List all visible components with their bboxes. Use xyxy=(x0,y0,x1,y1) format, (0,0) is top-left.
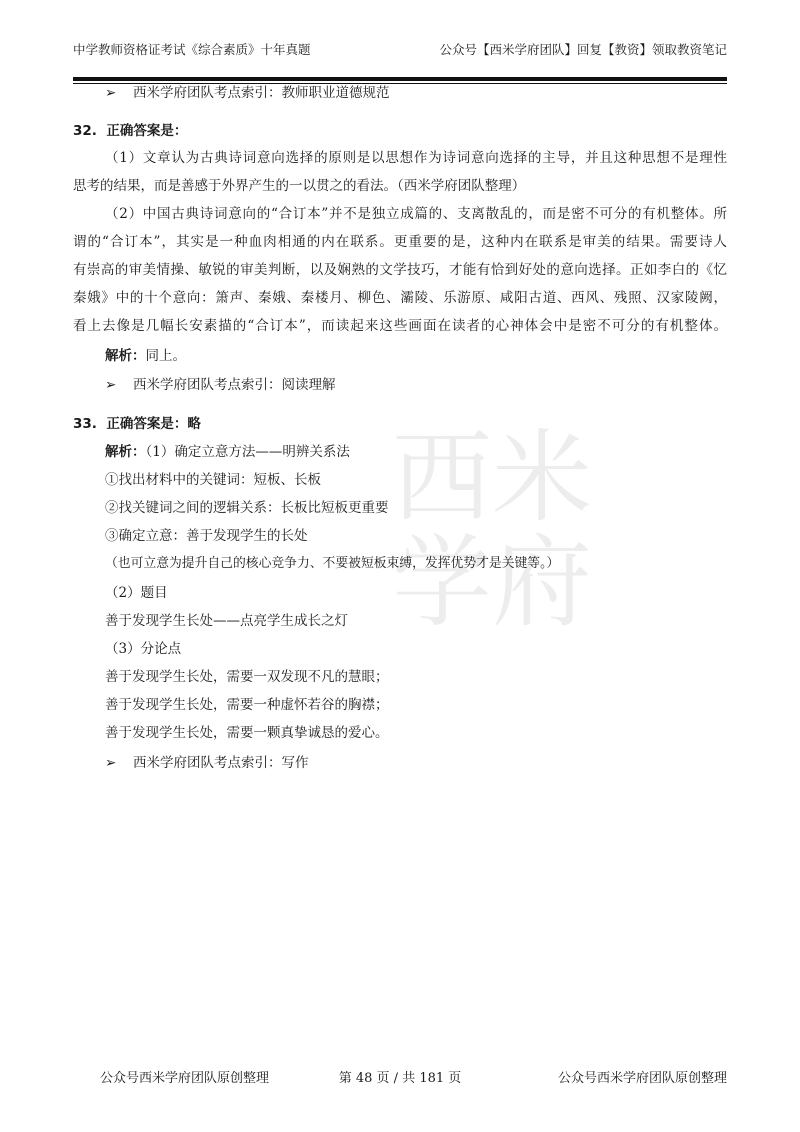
q33-line: 善于发现学生长处，需要一双发现不凡的慧眼； xyxy=(105,669,389,685)
watermark-char: 学 xyxy=(392,524,492,641)
watermark-char: 府 xyxy=(492,524,592,641)
header-left: 中学教师资格证考试《综合素质》十年真题 xyxy=(73,42,311,57)
q33-line xyxy=(105,443,350,461)
arrow-bullet-icon: ➢ xyxy=(105,755,117,771)
question-number: 32. xyxy=(73,123,97,139)
q32-p2-line: （2）中国古典诗词意向的“合订本”并不是独立成篇的、支离散乱的，而是密不可分的有机整体。所 xyxy=(105,206,727,222)
footer-left: 公众号西米学府团队原创整理 xyxy=(100,1071,270,1086)
analysis-label: 解析： xyxy=(105,348,146,364)
question-title: 正确答案是： xyxy=(106,123,188,139)
arrow-bullet-icon: ➢ xyxy=(105,85,117,101)
q32-p2-line: 秦娥》中的十个意向：箫声、秦娥、秦楼月、柳色、灞陵、乐游原、咸阳古道、西风、残照、汉家陵阙， xyxy=(73,290,727,306)
index-text: 西米学府团队考点索引：教师职业道德规范 xyxy=(133,85,390,101)
index-line xyxy=(105,754,309,772)
q33-line: 善于发现学生长处——点亮学生成长之灯 xyxy=(105,613,348,629)
q32-p1-line: （1）文章认为古典诗词意向选择的原则是以思想作为诗词意向选择的主导，并且这种思想不是理性 xyxy=(105,150,727,166)
q33-line: （2）题目 xyxy=(105,585,168,601)
q33-heading xyxy=(73,415,201,433)
watermark-logo xyxy=(392,419,592,641)
q33-line: （3）分论点 xyxy=(105,641,182,657)
watermark-char: 西 xyxy=(392,419,492,536)
q32-p2-line: 有崇高的审美情操、敏锐的审美判断，以及娴熟的文学技巧，才能有恰到好处的意向选择。正如李白的《忆 xyxy=(73,262,727,278)
footer-right: 公众号西米学府团队原创整理 xyxy=(557,1071,727,1086)
arrow-bullet-icon: ➢ xyxy=(105,377,117,393)
q32-p1-line: 思考的结果，而是善感于外界产生的一以贯之的看法。（西米学府团队整理） xyxy=(73,178,526,194)
q32-p2-line: 看上去像是几幅长安素描的“合订本”，而读起来这些画面在读者的心神体会中是密不可分的有机整体。 xyxy=(73,318,727,334)
question-title: 正确答案是：略 xyxy=(106,416,201,432)
q33-line: ①找出材料中的关键词：短板、长板 xyxy=(105,472,321,488)
q33-line: ③确定立意：善于发现学生的长处 xyxy=(105,528,308,544)
q32-p2-line: 谓的“合订本”，其实是一种血肉相通的内在联系。更重要的是，这种内在联系是审美的结果。需要诗人 xyxy=(73,234,727,250)
q33-line: 善于发现学生长处，需要一种虚怀若谷的胸襟； xyxy=(105,697,389,713)
index-text: 西米学府团队考点索引：写作 xyxy=(133,755,309,771)
header-right: 公众号【西米学府团队】回复【教资】领取教资笔记 xyxy=(439,42,727,57)
index-line xyxy=(105,376,336,394)
q32-analysis xyxy=(105,347,186,365)
analysis-text: （1）确定立意方法——明辨关系法 xyxy=(145,444,350,460)
index-text: 西米学府团队考点索引：阅读理解 xyxy=(133,377,336,393)
analysis-text: 同上。 xyxy=(145,348,186,364)
q33-line: （也可立意为提升自己的核心竞争力、不要被短板束缚，发挥优势才是关键等。） xyxy=(105,556,560,571)
header-rule xyxy=(73,77,727,81)
analysis-label: 解析： xyxy=(105,444,146,460)
q33-line: 善于发现学生长处，需要一颗真挚诚恳的爱心。 xyxy=(105,725,389,741)
page-number: 第 48 页 / 共 181 页 xyxy=(338,1071,462,1086)
q32-heading xyxy=(73,122,187,140)
watermark-char: 米 xyxy=(492,419,592,536)
index-line xyxy=(105,84,390,102)
question-number: 33. xyxy=(73,416,97,432)
q33-line: ②找关键词之间的逻辑关系：长板比短板更重要 xyxy=(105,500,389,516)
